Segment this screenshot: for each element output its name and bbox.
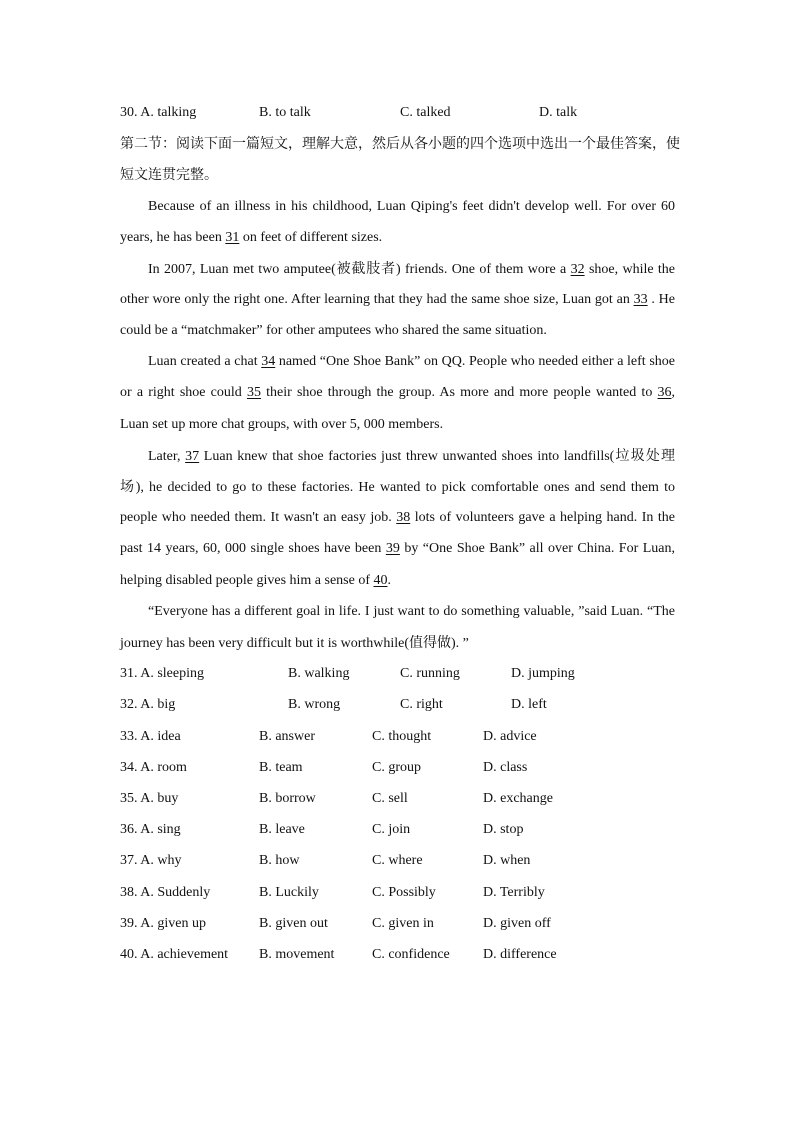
option-b: B. to talk bbox=[259, 105, 311, 120]
option-d: D. given off bbox=[483, 916, 551, 931]
option-c: C. Possibly bbox=[372, 885, 436, 900]
paragraph-3-line-2: or a right shoe could 35 their shoe through the group. As more and more people wanted to 36, bbox=[120, 385, 675, 400]
option-a: 33. A. idea bbox=[120, 729, 181, 744]
option-b: B. given out bbox=[259, 916, 328, 931]
option-c: C. join bbox=[372, 822, 411, 837]
blank-34: 34 bbox=[261, 354, 276, 369]
blank-40: 40 bbox=[373, 573, 388, 588]
paragraph-4-line-5: helping disabled people gives him a sense of 40. bbox=[120, 573, 391, 588]
option-a: 32. A. big bbox=[120, 697, 176, 712]
paragraph-4-line-4: past 14 years, 60, 000 single shoes have been 39 by “One Shoe Bank” all over China. For Luan, bbox=[120, 541, 676, 556]
option-c: C. right bbox=[400, 697, 443, 712]
paragraph-2-line-2: other wore only the right one. After learning that they had the same shoe size, Luan got an 33 . He bbox=[120, 292, 675, 307]
blank-32: 32 bbox=[570, 262, 585, 277]
option-c: C. sell bbox=[372, 791, 408, 806]
paragraph-1-line-1: Because of an illness in his childhood, Luan Qiping's feet didn't develop well. For over 60 bbox=[148, 199, 675, 214]
blank-35: 35 bbox=[246, 385, 261, 400]
paragraph-5-line-2: journey has been very difficult but it is worthwhile(值得做). ” bbox=[120, 635, 469, 651]
blank-37: 37 bbox=[185, 449, 200, 464]
option-c: C. where bbox=[372, 853, 423, 868]
option-a: 38. A. Suddenly bbox=[120, 885, 211, 900]
option-d: D. difference bbox=[483, 947, 557, 962]
blank-36: 36 bbox=[657, 385, 672, 400]
option-c: C. group bbox=[372, 760, 421, 775]
option-b: B. team bbox=[259, 760, 303, 775]
option-b: B. Luckily bbox=[259, 885, 319, 900]
option-c: C. running bbox=[400, 666, 460, 681]
option-a: 37. A. why bbox=[120, 853, 182, 868]
option-b: B. walking bbox=[288, 666, 350, 681]
blank-38: 38 bbox=[396, 510, 411, 525]
option-d: D. advice bbox=[483, 729, 537, 744]
option-c: C. given in bbox=[372, 916, 434, 931]
paragraph-2-line-1: In 2007, Luan met two amputee(被截肢者) friends. One of them wore a 32 shoe, while the bbox=[148, 261, 676, 277]
option-a: 35. A. buy bbox=[120, 791, 179, 806]
option-d: D. class bbox=[483, 760, 528, 775]
option-d: D. Terribly bbox=[483, 885, 545, 900]
paragraph-3-line-1: Luan created a chat 34 named “One Shoe Bank” on QQ. People who needed either a left shoe bbox=[148, 354, 675, 369]
option-d: D. exchange bbox=[483, 791, 553, 806]
option-c: C. talked bbox=[400, 105, 451, 120]
option-b: B. wrong bbox=[288, 697, 341, 712]
option-b: B. borrow bbox=[259, 791, 316, 806]
option-b: B. answer bbox=[259, 729, 315, 744]
blank-33: 33 bbox=[633, 292, 648, 307]
option-b: B. movement bbox=[259, 947, 335, 962]
option-c: C. thought bbox=[372, 729, 432, 744]
option-d: D. jumping bbox=[511, 666, 575, 681]
option-b: B. how bbox=[259, 853, 300, 868]
paragraph-2-line-3: could be a “matchmaker” for other amputees who shared the same situation. bbox=[120, 323, 547, 338]
option-a: 31. A. sleeping bbox=[120, 666, 204, 681]
option-d: D. when bbox=[483, 853, 531, 868]
section-heading-line-2: 短文连贯完整。 bbox=[120, 167, 218, 183]
option-c: C. confidence bbox=[372, 947, 450, 962]
option-a: 36. A. sing bbox=[120, 822, 181, 837]
paragraph-1-line-2: years, he has been 31 on feet of different sizes. bbox=[120, 230, 383, 245]
option-b: B. leave bbox=[259, 822, 305, 837]
option-a: 34. A. room bbox=[120, 760, 187, 775]
blank-39: 39 bbox=[385, 541, 400, 556]
option-a: 30. A. talking bbox=[120, 105, 197, 120]
section-heading-line-1: 第二节：阅读下面一篇短文，理解大意，然后从各小题的四个选项中选出一个最佳答案，使 bbox=[120, 136, 680, 152]
option-d: D. left bbox=[511, 697, 547, 712]
paragraph-4-line-3: people who needed them. It wasn't an easy job. 38 lots of volunteers gave a helping hand. In the bbox=[120, 510, 676, 525]
blank-31: 31 bbox=[225, 230, 240, 245]
paragraph-4-line-1: Later, 37 Luan knew that shoe factories just threw unwanted shoes into landfills(垃圾处理 bbox=[148, 448, 675, 464]
paragraph-5-line-1: “Everyone has a different goal in life. I just want to do something valuable, ”said Luan. “The bbox=[148, 604, 675, 619]
option-a: 40. A. achievement bbox=[120, 947, 229, 962]
option-d: D. talk bbox=[539, 105, 578, 120]
paragraph-4-line-2: 场), he decided to go to these factories. He wanted to pick comfortable ones and send them to bbox=[120, 479, 675, 495]
option-d: D. stop bbox=[483, 822, 524, 837]
paragraph-3-line-3: Luan set up more chat groups, with over 5, 000 members. bbox=[120, 417, 444, 432]
option-a: 39. A. given up bbox=[120, 916, 206, 931]
